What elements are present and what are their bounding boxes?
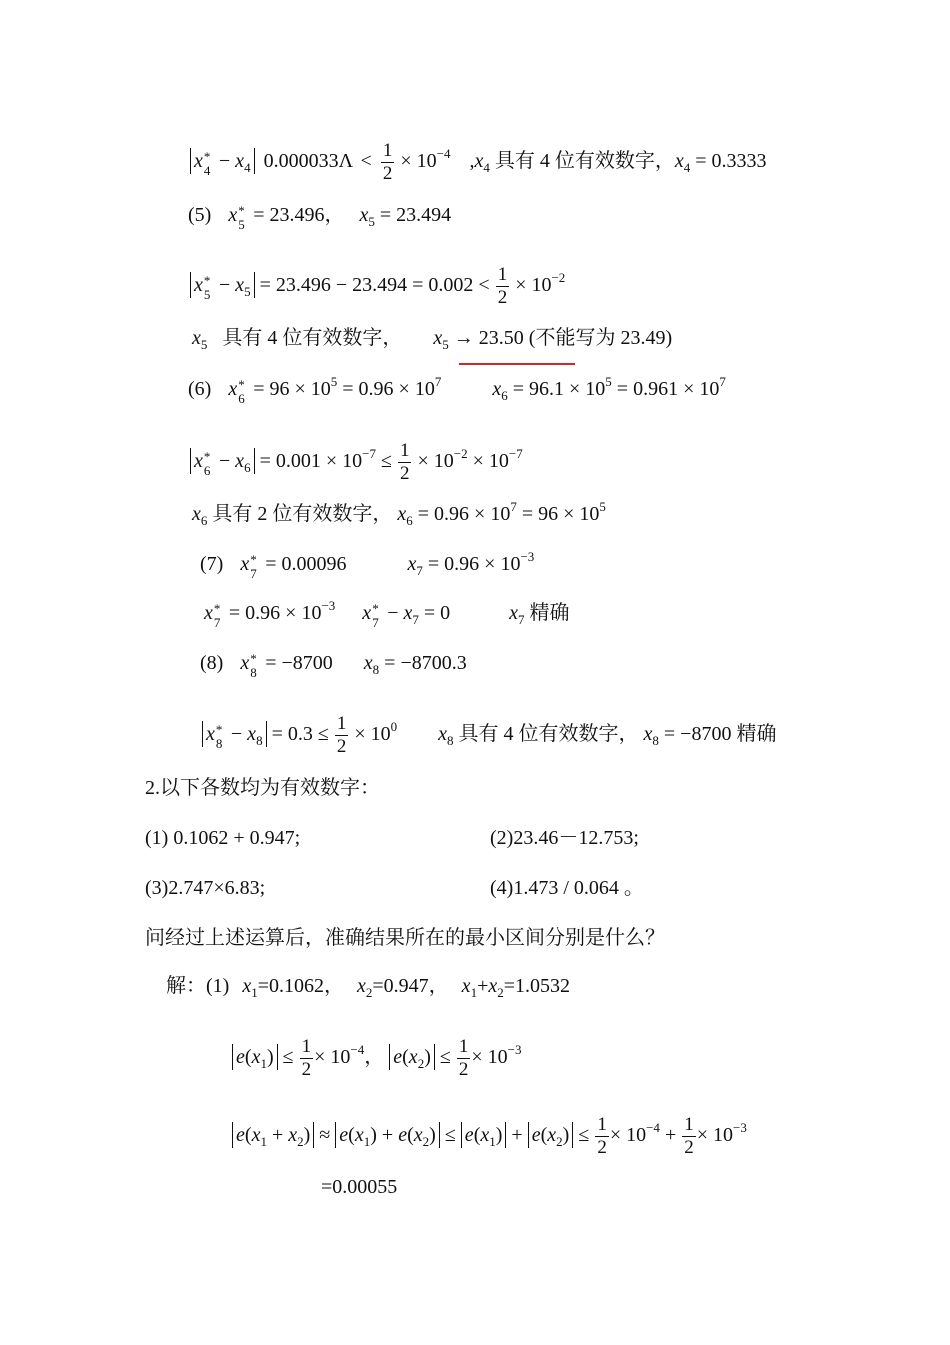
question-2-heading: 2.以下各数均为有效数字：: [145, 777, 380, 799]
item-3: (3)2.747×6.83;: [145, 877, 266, 899]
item-2: (2)23.46－12.753;: [490, 827, 639, 849]
line-7: $x_6$ 具有 2 位有效数字， $x_6 = 0.96 \times 10^7 = 96 \times 10^5$: [192, 499, 606, 528]
red-underline: [459, 363, 575, 365]
line-9: x * 7 = $0.96 \times 10^{-3}$ x * 7 − $x_7 = 0$ $x_7$ 精确: [204, 598, 570, 630]
fraction-half: $\frac{1}{2}$: [382, 140, 393, 184]
line-6: x * 6 − $x_6 = 0.001 \times 10^{-7}$ ≤ $\frac{1}{2}$ × $10^{-2} \times 10^{-7}$: [190, 440, 523, 485]
abs-diff-4: x * 4 − $x_4$: [190, 148, 255, 174]
question-text: 问经过上述运算后，准确结果所在的最小区间分别是什么？: [145, 927, 665, 949]
line-4: $x_5$ 具有 4 位有效数字， $x_5 \to 23.50$ (不能写为 23.49): [192, 327, 673, 352]
solution-3: $e(x_1 + x_2) \approx e(x_1) + e(x_2) \le e(x_1) + e(x_2)$ ≤ $\frac{1}{2}$ × $10^{-4}$ + $\frac{1}{2}$ × $10^{-3}$: [232, 1114, 747, 1159]
line-8: (7) x * 7 = 0.00096 $x_7 = 0.96 \times 10^{-3}$: [200, 549, 535, 581]
value-expr: 0.000033Λ: [263, 150, 353, 173]
line-10: (8) x * 8 = −8700 $x_8 = -8700.3$: [200, 651, 467, 680]
solution-1: 解：(1) $x_1=0.1062$， $x_2=0.947$， $x_1+x_2=1.0532$: [166, 975, 571, 1000]
item-4: (4)1.473 / 0.064 。: [490, 877, 644, 899]
solution-2: $e(x_1)$ ≤ $\frac{1}{2}$ × $10^{-4}$， $e(x_2)$ ≤ $\frac{1}{2}$ × $10^{-3}$: [232, 1036, 521, 1081]
line-5: (6) x * 6 = $96 \times 10^5 = 0.96 \times 10^7$ $x_6 = 96.1 \times 10^5 = 0.961 \times 10^7$: [188, 374, 726, 406]
line-3: x * 5 − $x_5 = 23.496 - 23.494 = 0.002$ < $\frac{1}{2}$ × $10^{-2}$: [190, 264, 565, 309]
line-1: x * 4 − $x_4$ 0.000033Λ < $\frac{1}{2}$ × $10^{-4}$ $,x_4$ 具有 4 位有效数字，$x_4 = 0.3333$: [190, 140, 767, 185]
line-11: x * 8 − $x_8 = 0.3$ ≤ $\frac{1}{2}$ × $10^0$ $x_8$ 具有 4 位有效数字， $x_8 = -8700$ 精确: [202, 713, 776, 758]
line-2: (5) x * 5 = 23.496， $x_5 = 23.494$: [188, 203, 452, 232]
solution-4: =0.00055: [321, 1176, 398, 1198]
item-1: (1) 0.1062 + 0.947;: [145, 827, 301, 849]
